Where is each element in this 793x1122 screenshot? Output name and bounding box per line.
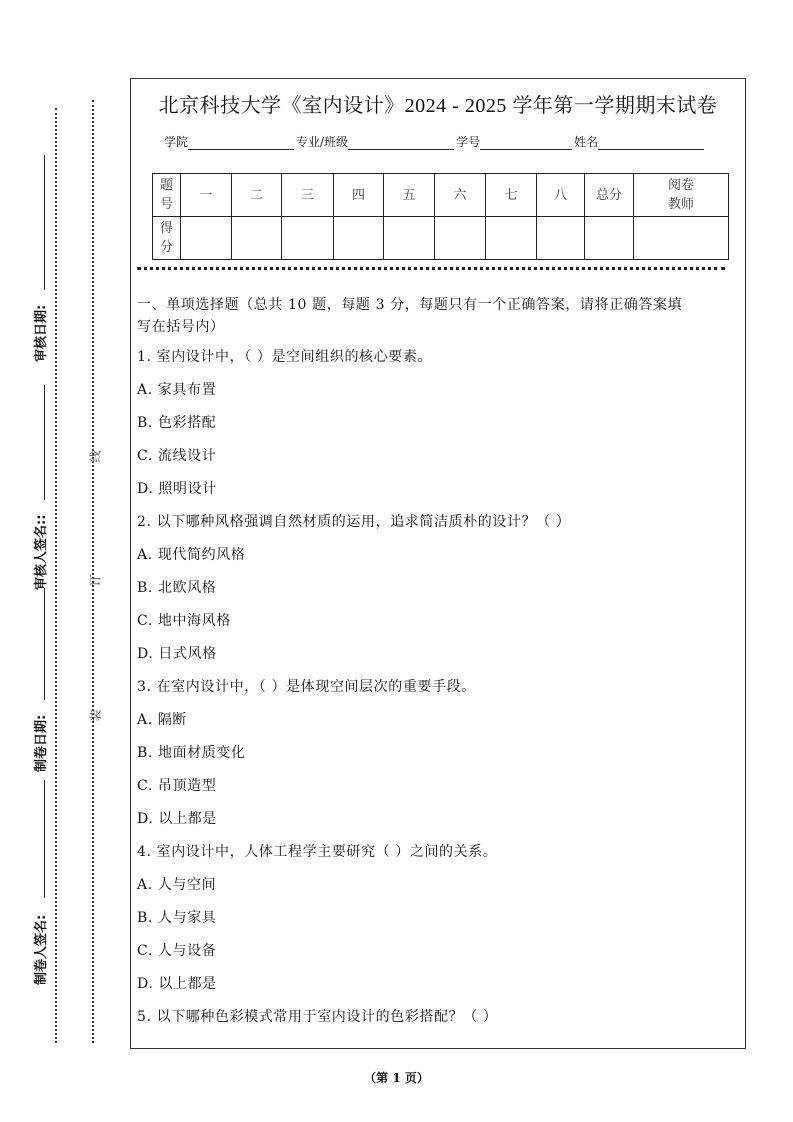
score-table <box>152 173 729 260</box>
column-header: 四 <box>334 174 384 217</box>
column-header: 一 <box>181 174 232 217</box>
score-cell[interactable] <box>232 217 282 260</box>
answer-option: D. 以上都是 <box>137 976 217 992</box>
answer-option: B. 色彩搭配 <box>137 415 217 431</box>
signature-line <box>44 588 45 700</box>
answer-option: B. 北欧风格 <box>137 580 217 596</box>
question-number-row <box>153 174 729 217</box>
score-cell[interactable] <box>334 217 384 260</box>
question-stem: 4. 室内设计中，人体工程学主要研究（ ）之间的关系。 <box>137 844 498 860</box>
answer-option: D. 照明设计 <box>137 481 217 497</box>
college-label: 学院 <box>164 135 189 149</box>
major-class-field[interactable] <box>348 136 454 150</box>
binding-mark-bind: 装 <box>88 709 103 722</box>
student-id-field[interactable] <box>480 136 572 150</box>
binding-dotted-line-inner <box>92 100 94 1043</box>
exam-frame <box>130 78 746 1049</box>
section-divider <box>137 267 725 270</box>
question-stem: 1. 室内设计中，（ ）是空间组织的核心要素。 <box>137 349 433 365</box>
column-header: 六 <box>435 174 486 217</box>
question-stem: 2. 以下哪种风格强调自然材质的运用，追求简洁质朴的设计？（ ） <box>137 514 571 530</box>
student-id-label: 学号 <box>456 135 481 149</box>
score-cell[interactable] <box>486 217 537 260</box>
column-header: 七 <box>486 174 537 217</box>
score-row-label: 得分 <box>153 217 181 260</box>
binding-mark-line: 线 <box>88 450 103 463</box>
signature-line <box>44 385 45 500</box>
signature-line <box>44 155 45 290</box>
total-score-header: 总分 <box>585 174 634 217</box>
score-cell[interactable] <box>585 217 634 260</box>
answer-option: A. 家具布置 <box>137 382 217 398</box>
answer-option: C. 吊顶造型 <box>137 778 217 794</box>
column-header: 五 <box>384 174 435 217</box>
student-info-row <box>164 133 706 150</box>
score-cell[interactable] <box>282 217 334 260</box>
score-row <box>153 217 729 260</box>
paper-author-signature-label: 制卷人签名: <box>34 914 49 985</box>
signature-line <box>44 780 45 898</box>
name-label: 姓名 <box>574 135 599 149</box>
question-stem: 5. 以下哪种色彩模式常用于室内设计的色彩搭配？（ ） <box>137 1009 498 1025</box>
column-header: 三 <box>282 174 334 217</box>
answer-option: D. 日式风格 <box>137 646 217 662</box>
grader-header: 阅卷教师 <box>634 174 729 217</box>
paper-date-label: 制卷日期: <box>34 714 49 772</box>
major-class-label: 专业/班级 <box>296 135 349 149</box>
question-stem: 3. 在室内设计中，（ ）是体现空间层次的重要手段。 <box>137 679 476 695</box>
answer-option: B. 地面材质变化 <box>137 745 246 761</box>
page-number: （第 1 页） <box>364 1071 429 1085</box>
answer-option: A. 现代简约风格 <box>137 547 246 563</box>
column-header: 八 <box>537 174 585 217</box>
review-date-label: 审核日期: <box>34 304 49 362</box>
score-cell[interactable] <box>435 217 486 260</box>
binding-mark-staple: 订 <box>88 574 103 587</box>
answer-option: C. 流线设计 <box>137 448 217 464</box>
answer-option: C. 人与设备 <box>137 943 217 959</box>
score-cell[interactable] <box>181 217 232 260</box>
answer-option: A. 隔断 <box>137 712 188 728</box>
question-number-header: 题号 <box>153 174 181 217</box>
answer-option: C. 地中海风格 <box>137 613 231 629</box>
name-field[interactable] <box>598 136 704 150</box>
answer-option: A. 人与空间 <box>137 877 217 893</box>
score-cell[interactable] <box>537 217 585 260</box>
score-cell[interactable] <box>384 217 435 260</box>
binding-dotted-line-outer <box>55 108 57 1043</box>
answer-option: D. 以上都是 <box>137 811 217 827</box>
college-field[interactable] <box>188 136 294 150</box>
answer-option: B. 人与家具 <box>137 910 217 926</box>
reviewer-signature-label: 审核人签名:: <box>34 514 49 590</box>
column-header: 二 <box>232 174 282 217</box>
score-cell[interactable] <box>634 217 729 260</box>
section-heading: 一、单项选择题（总共 10 题，每题 3 分，每题只有一个正确答案，请将正确答案填 <box>137 297 683 313</box>
exam-title: 北京科技大学《室内设计》2024 - 2025 学年第一学期期末试卷 <box>158 95 718 117</box>
section-heading-cont: 写在括号内） <box>137 319 225 335</box>
